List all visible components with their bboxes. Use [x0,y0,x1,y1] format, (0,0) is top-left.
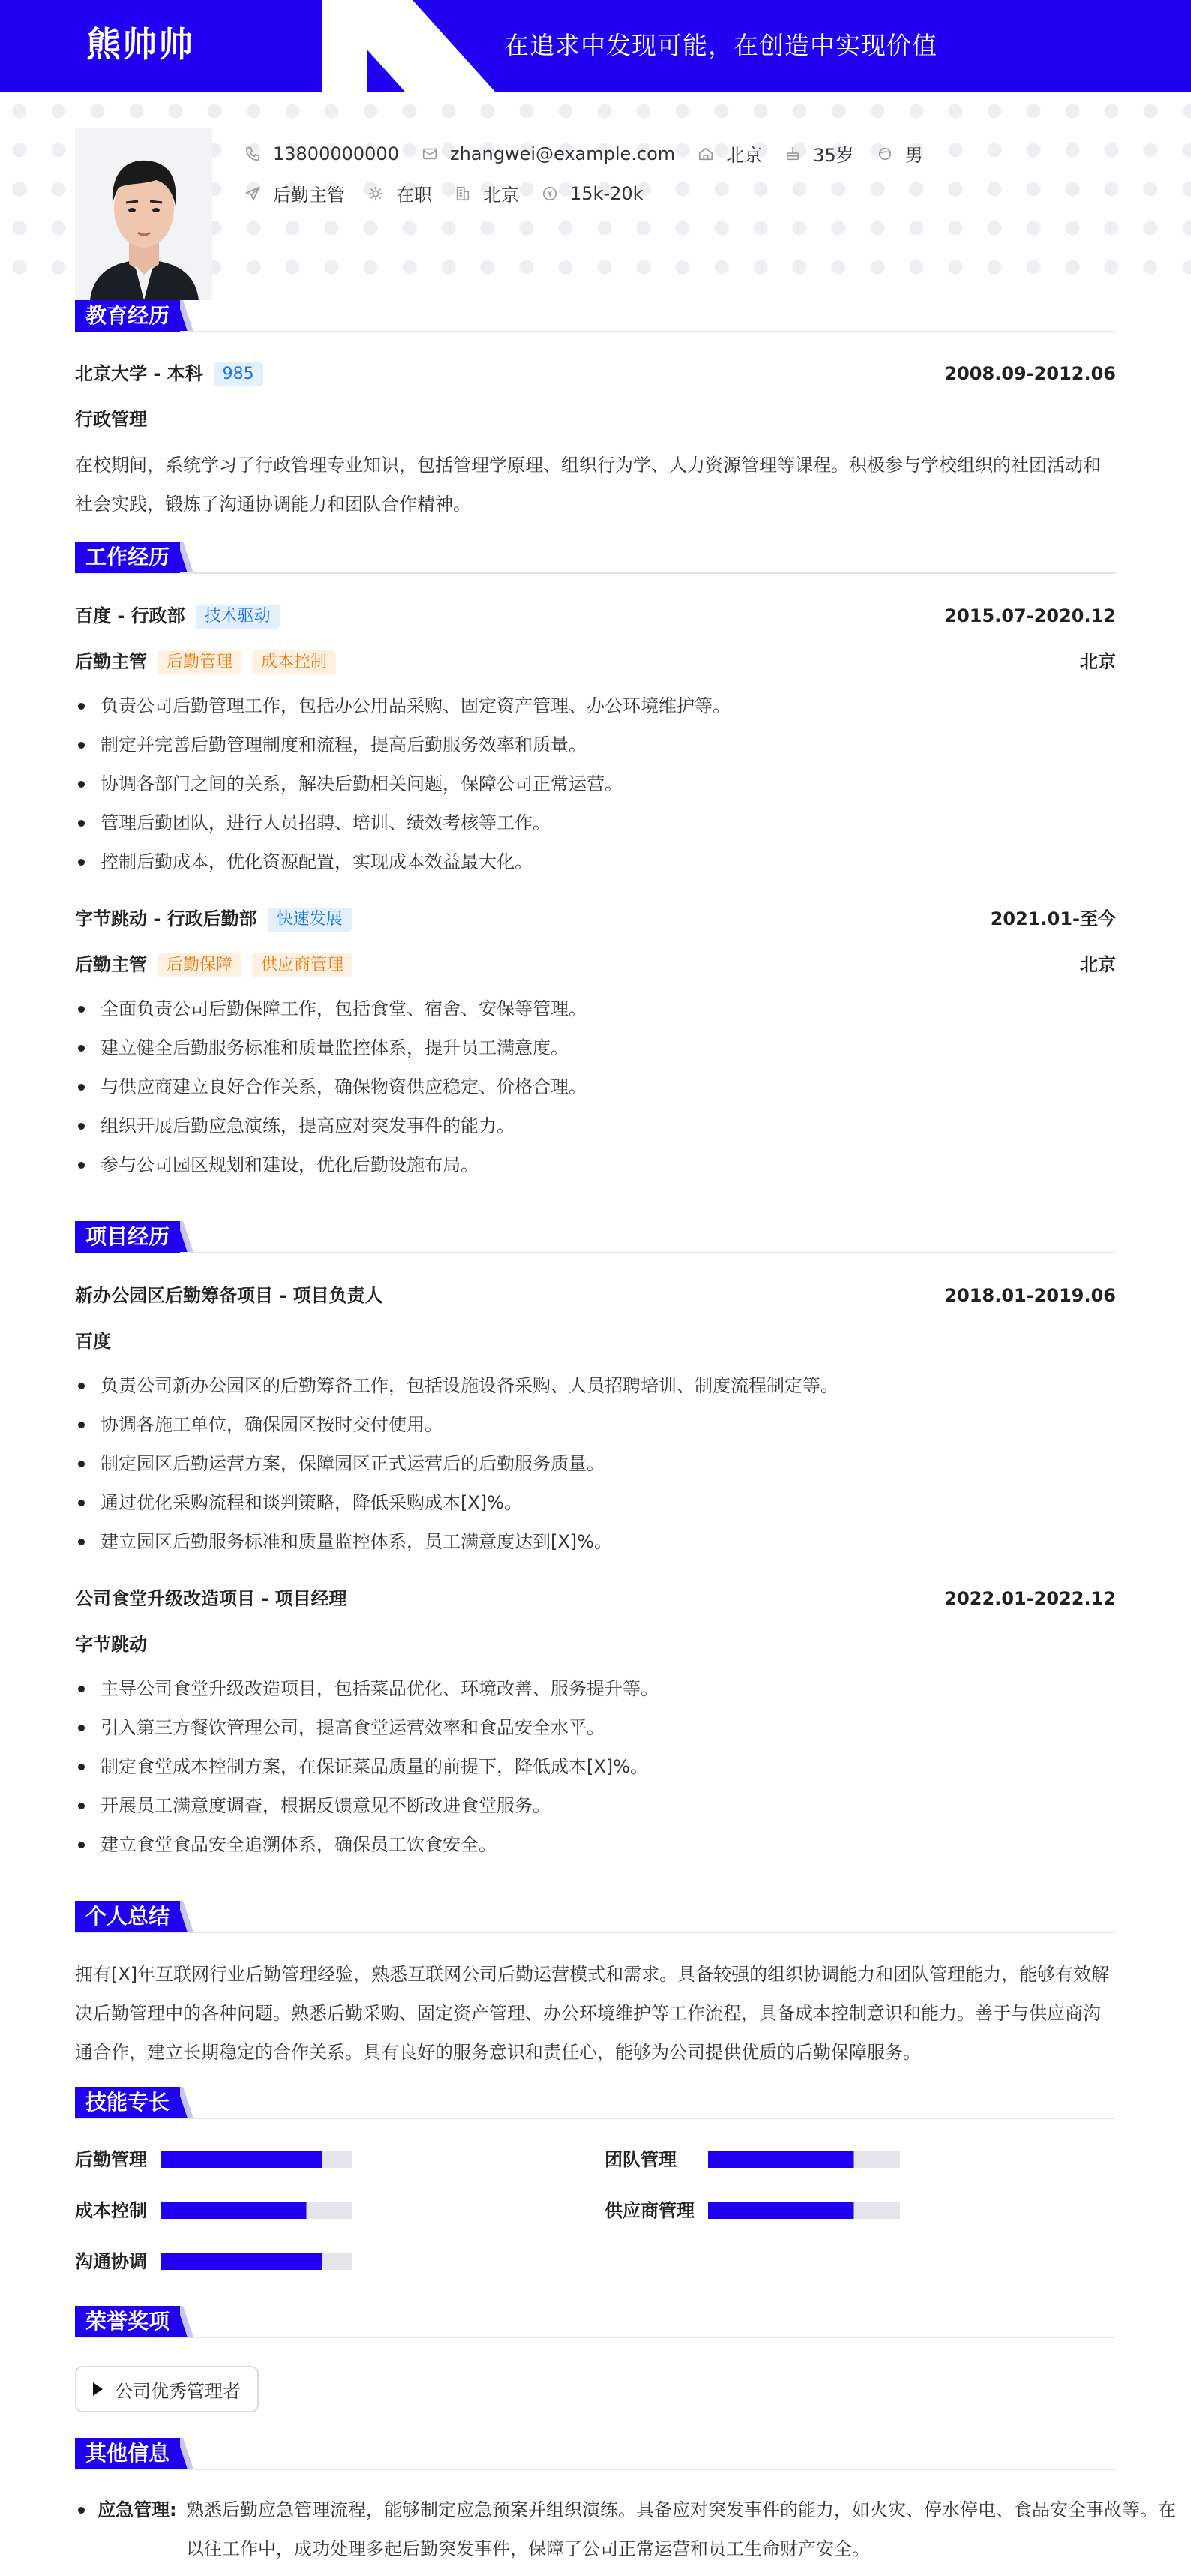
list-item: 组织开展后勤应急演练，提高应对突发事件的能力。 [75,1106,586,1145]
job-intent-row [244,180,666,206]
section-divider [75,2469,1116,2470]
list-item: 引入第三方餐饮管理公司，提高食堂运营效率和食品安全水平。 [75,1708,658,1747]
contact-row [244,140,946,167]
work-date: 2021.01-至今 [990,908,1116,929]
cake-icon [784,146,801,162]
other-info-key: 应急管理: [98,2499,177,2520]
work-company-row [75,603,280,629]
project-title: 公司食堂升级改造项目 - 项目经理 [75,1588,347,1609]
list-item: 与供应商建立良好合作关系，确保物资供应稳定、价格合理。 [75,1067,586,1106]
project-date: 2022.01-2022.12 [944,1588,1116,1609]
phone-icon [244,146,261,162]
list-item: 建立园区后勤服务标准和质量监控体系，员工满意度达到[X]%。 [75,1522,838,1561]
project-company: 字节跳动 [75,1634,147,1655]
work-location: 北京 [1080,954,1116,975]
target-city-text: 北京 [483,185,519,206]
skill-level-bar [160,2151,352,2168]
position-text: 后勤主管 [273,185,345,206]
list-item: 负责公司新办公园区的后勤筹备工作，包括设施设备采购、人员招聘培训、制度流程制定等。 [75,1366,838,1405]
skill-name: 成本控制 [75,2200,147,2221]
project-duties-list [75,1669,658,1864]
section-divider [75,1252,1116,1253]
skill-level-fill [160,2253,322,2270]
section-divider [75,572,1116,574]
section-divider [75,2337,1116,2338]
send-icon [244,185,261,202]
section-title-skills: 技能专长 [75,2087,180,2118]
award-text: 公司优秀管理者 [115,2380,241,2402]
status-item [368,180,432,206]
skill-name: 后勤管理 [75,2149,147,2170]
edu-tag: 985 [214,362,263,386]
candidate-name: 熊帅帅 [86,24,194,65]
salary-text: 15k-20k [570,182,644,204]
other-info-value: 熟悉后勤应急管理流程，能够制定应急预案并组织演练。具备应对突发事件的能力，如火灾、停水停电、食品安全事故等。在以往工作中，成功处理多起后勤突发事件，保障了公司正常运营和员工生命财产安全。 [186,2499,1176,2559]
work-duties-list [75,989,586,1184]
edu-school-row [75,361,263,386]
header-slogan: 在追求中发现可能，在创造中实现价值 [504,31,938,60]
skill-level-bar [160,2202,352,2219]
work-role-tag: 供应商管理 [252,953,352,977]
building-icon [454,185,471,202]
list-item: 协调各部门之间的关系，解决后勤相关问题，保障公司正常运营。 [75,764,730,803]
section-divider [75,2118,1116,2119]
profile-panel [0,92,1191,279]
skill-name: 沟通协调 [75,2251,147,2272]
list-item: 全面负责公司后勤保障工作，包括食堂、宿舍、安保等管理。 [75,989,586,1028]
section-title-work: 工作经历 [75,542,180,573]
salary-item [542,183,644,204]
work-tag: 快速发展 [268,908,352,932]
edu-school: 北京大学 - 本科 [75,363,203,384]
section-title-education: 教育经历 [75,300,180,332]
resume-header [0,0,1191,92]
section-title-project: 项目经历 [75,1221,180,1253]
list-item: 制定园区后勤运营方案，保障园区正式运营后的后勤服务质量。 [75,1444,838,1483]
section-title-awards: 荣誉奖项 [75,2306,180,2337]
phone-text: 13800000000 [273,143,399,164]
skill-level-fill [708,2202,854,2219]
edu-date: 2008.09-2012.06 [944,363,1116,384]
list-item: 制定食堂成本控制方案，在保证菜品质量的前提下，降低成本[X]%。 [75,1747,658,1786]
work-company: 百度 - 行政部 [75,605,185,626]
skill-level-bar [160,2253,352,2270]
gender-item [877,140,923,167]
section-title-other: 其他信息 [75,2438,180,2469]
work-date: 2015.07-2020.12 [944,605,1116,626]
home-icon [698,146,714,162]
work-duties-list [75,686,730,881]
bullet-dot [78,2507,85,2514]
section-divider [75,1932,1116,1933]
work-role-row [75,952,352,977]
project-duties-list [75,1366,838,1561]
edu-description: 在校期间，系统学习了行政管理专业知识，包括管理学原理、组织行为学、人力资源管理等课程。积极参与学校组织的社团活动和社会实践，锻炼了沟通协调能力和团队合作精神。 [75,455,1101,515]
section-title-summary: 个人总结 [75,1901,180,1932]
coin-icon [542,185,558,202]
work-location: 北京 [1080,651,1116,672]
skill-name: 团队管理 [604,2149,676,2170]
edu-major: 行政管理 [75,409,147,430]
phone-item [244,143,399,164]
list-item: 建立健全后勤服务标准和质量监控体系，提升员工满意度。 [75,1028,586,1067]
work-role-row [75,649,336,674]
work-role-tag: 成本控制 [252,650,336,674]
work-role: 后勤主管 [75,651,147,672]
skill-level-bar [708,2151,900,2168]
work-company-row [75,906,352,932]
skill-level-fill [708,2151,854,2168]
play-triangle-icon [93,2382,103,2396]
city-text: 北京 [726,145,763,166]
summary-text: 拥有[X]年互联网行业后勤管理经验，熟悉互联网公司后勤运营模式和需求。具备较强的组织协调能力和团队管理能力，能够有效解决后勤管理中的各种问题。熟悉后勤采购、固定资产管理、办公环境维护等工作流程，具备成本控制意识和能力。善于与供应商沟通合作，建立长期稳定的合作关系。具有良好的服务意识和责任心，能够为公司提供优质的后勤保障服务。 [75,1964,1110,2063]
award-item [75,2366,259,2412]
project-company: 百度 [75,1331,111,1352]
list-item: 协调各施工单位，确保园区按时交付使用。 [75,1405,838,1444]
age-text: 35岁 [813,145,854,166]
work-company: 字节跳动 - 行政后勤部 [75,908,257,929]
work-role: 后勤主管 [75,954,147,975]
email-item [422,143,675,164]
gender-icon [877,146,893,162]
project-date: 2018.01-2019.06 [944,1285,1116,1306]
work-role-tag: 后勤保障 [158,953,242,977]
position-item [244,180,345,206]
list-item: 管理后勤团队，进行人员招聘、培训、绩效考核等工作。 [75,803,730,842]
list-item: 制定并完善后勤管理制度和流程，提高后勤服务效率和质量。 [75,725,730,764]
avatar [75,128,212,300]
work-role-tag: 后勤管理 [158,650,242,674]
list-item: 控制后勤成本，优化资源配置，实现成本效益最大化。 [75,842,730,881]
mail-icon [422,146,438,162]
status-icon [368,185,384,202]
work-tag: 技术驱动 [196,605,280,629]
target-city-item [454,180,519,206]
list-item: 主导公司食堂升级改造项目，包括菜品优化、环境改善、服务提升等。 [75,1669,658,1708]
skill-level-bar [708,2202,900,2219]
skill-level-fill [160,2202,307,2219]
skill-name: 供应商管理 [604,2200,694,2221]
status-text: 在职 [396,185,432,206]
section-divider [75,331,1116,332]
list-item: 通过优化采购流程和谈判策略，降低采购成本[X]%。 [75,1483,838,1522]
project-title: 新办公园区后勤筹备项目 - 项目负责人 [75,1285,383,1306]
email-text: zhangwei@example.com [449,143,676,164]
list-item: 参与公司园区规划和建设，优化后勤设施布局。 [75,1145,586,1184]
list-item: 开展员工满意度调查，根据反馈意见不断改进食堂服务。 [75,1786,658,1825]
gender-text: 男 [904,145,923,166]
list-item: 负责公司后勤管理工作，包括办公用品采购、固定资产管理、办公环境维护等。 [75,686,730,725]
list-item: 建立食堂食品安全追溯体系，确保员工饮食安全。 [75,1825,658,1864]
skill-level-fill [160,2151,322,2168]
age-item [784,140,854,167]
city-item [698,140,762,167]
